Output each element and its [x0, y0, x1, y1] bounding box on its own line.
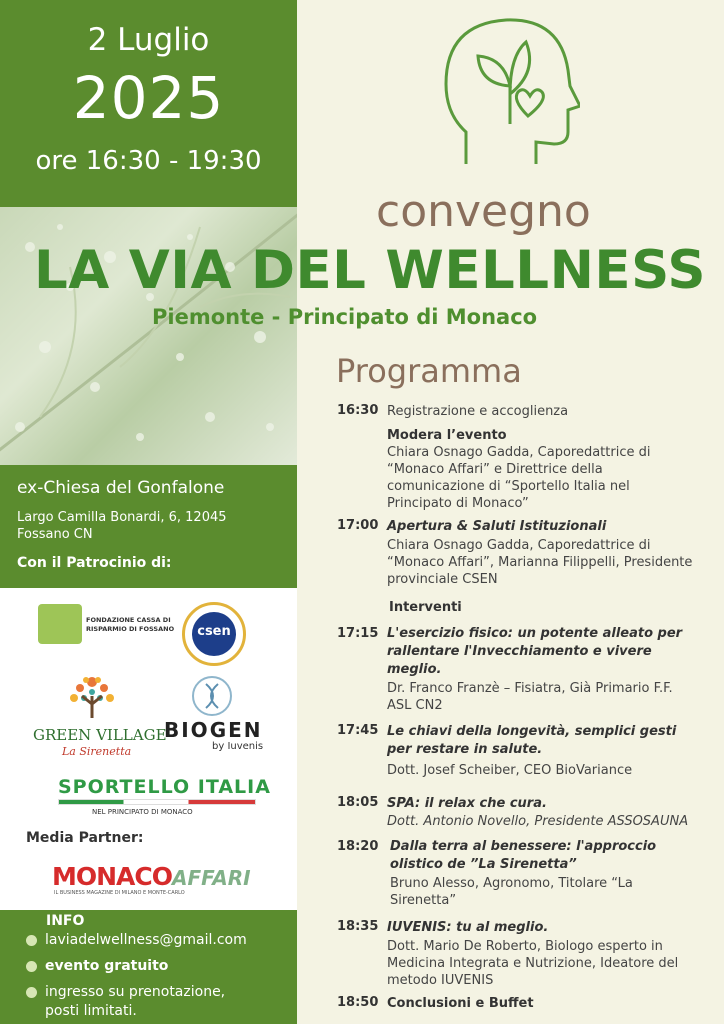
affari-logo-text: AFFARI	[172, 866, 251, 890]
csen-logo	[182, 602, 246, 666]
media-partner-label: Media Partner:	[26, 830, 144, 846]
item-6-desc-1: Bruno Alesso, Agronomo, Titolare “La	[390, 876, 633, 891]
bullet-icon	[26, 987, 37, 998]
item-2-desc-2: “Monaco Affari”, Marianna Filippelli, Presidente	[387, 555, 693, 570]
time-3: 17:15	[337, 626, 379, 641]
crf-line-2: RISPARMIO DI FOSSANO	[86, 625, 175, 633]
info-email[interactable]: laviadelwellness@gmail.com	[45, 932, 247, 948]
time-7: 18:35	[337, 919, 379, 934]
item-6-line-1: Dalla terra al benessere: l'approccio	[390, 839, 657, 854]
item-2: Apertura & Saluti Istituzionali	[387, 519, 607, 534]
event-title: LA VIA DEL WELLNESS	[34, 240, 707, 301]
info-booking-2: posti limitati.	[45, 1003, 137, 1019]
item-7-desc-3: metodo IUVENIS	[387, 973, 494, 988]
venue-name: ex-Chiesa del Gonfalone	[17, 478, 225, 498]
item-6-desc-2: Sirenetta”	[390, 893, 457, 908]
moderator-line-4: Principato di Monaco”	[387, 496, 529, 511]
time-4: 17:45	[337, 723, 379, 738]
kicker: convegno	[376, 186, 591, 237]
item-2-desc-3: provinciale CSEN	[387, 572, 498, 587]
event-day: 2 Luglio	[87, 22, 210, 58]
time-2: 17:00	[337, 518, 379, 533]
item-8: Conclusioni e Buffet	[387, 996, 534, 1011]
dna-icon	[192, 676, 232, 716]
moderator-line-2: “Monaco Affari” e Direttrice della	[387, 462, 603, 477]
green-village-sub: La Sirenetta	[62, 745, 132, 758]
program-heading: Programma	[336, 352, 522, 390]
info-label: INFO	[46, 913, 85, 929]
item-1: Registrazione e accoglienza	[387, 404, 569, 419]
info-free-row	[26, 957, 168, 976]
item-2-desc-1: Chiara Osnago Gadda, Caporedattrice di	[387, 538, 651, 553]
item-5: SPA: il relax che cura.	[387, 796, 547, 811]
info-free: evento gratuito	[45, 958, 169, 974]
event-year: 2025	[72, 64, 225, 132]
patronage-label: Con il Patrocinio di:	[17, 555, 172, 571]
event-subtitle: Piemonte - Principato di Monaco	[152, 305, 538, 329]
crf-mark-icon	[38, 604, 82, 644]
time-5: 18:05	[337, 795, 379, 810]
item-4-desc: Dott. Josef Scheiber, CEO BioVariance	[387, 763, 633, 778]
sportello-name: SPORTELLO ITALIA	[58, 776, 271, 798]
head-leaf-icon	[440, 14, 580, 170]
interventi-label: Interventi	[389, 600, 462, 615]
item-5-desc: Dott. Antonio Novello, Presidente ASSOSAUNA	[387, 814, 689, 829]
venue-address-2: Fossano CN	[17, 527, 93, 542]
moderator-line-1: Chiara Osnago Gadda, Caporedattrice di	[387, 445, 651, 460]
monaco-sub: IL BUSINESS MAGAZINE DI MILANO E MONTE-CARLO	[54, 890, 185, 896]
item-7: IUVENIS: tu al meglio.	[387, 920, 549, 935]
bullet-icon	[26, 961, 37, 972]
tree-icon	[64, 672, 120, 720]
item-3-desc-2: ASL CN2	[387, 698, 443, 713]
biogen-name: BIOGEN	[164, 718, 263, 742]
tricolor-bar	[58, 799, 256, 805]
csen-text: csen	[197, 624, 231, 639]
info-booking-row	[26, 983, 225, 1002]
info-email-row	[26, 931, 247, 950]
item-3-line-1: L'esercizio fisico: un potente alleato per	[387, 626, 683, 641]
item-3-line-3: meglio.	[387, 662, 442, 677]
item-6-line-2: olistico de ”La Sirenetta”	[390, 857, 577, 872]
item-4-line-2: per restare in salute.	[387, 742, 543, 757]
monaco-logo-text: MONACO	[52, 862, 173, 891]
biogen-sub: by Iuvenis	[212, 741, 264, 752]
time-6: 18:20	[337, 839, 379, 854]
venue-address-1: Largo Camilla Bonardi, 6, 12045	[17, 510, 227, 525]
item-3-desc-1: Dr. Franco Franzè – Fisiatra, Già Primario F.F.	[387, 681, 673, 696]
item-7-desc-1: Dott. Mario De Roberto, Biologo esperto in	[387, 939, 663, 954]
item-7-desc-2: Medicina Integrata e Nutrizione, Ideatore del	[387, 956, 679, 971]
sportello-sub: NEL PRINCIPATO DI MONACO	[92, 808, 193, 816]
info-booking-1: ingresso su prenotazione,	[45, 984, 226, 1000]
time-8: 18:50	[337, 995, 379, 1010]
moderator-label: Modera l’evento	[387, 428, 507, 443]
item-4-line-1: Le chiavi della longevità, semplici gesti	[387, 724, 677, 739]
bullet-icon	[26, 935, 37, 946]
moderator-line-3: comunicazione di “Sportello Italia nel	[387, 479, 630, 494]
event-hours: ore 16:30 - 19:30	[35, 146, 262, 176]
crf-line-1: FONDAZIONE CASSA DI	[86, 616, 171, 624]
green-village-name: GREEN VILLAGE	[33, 726, 167, 744]
time-1: 16:30	[337, 403, 379, 418]
item-3-line-2: rallentare l'Invecchiamento e vivere	[387, 644, 652, 659]
